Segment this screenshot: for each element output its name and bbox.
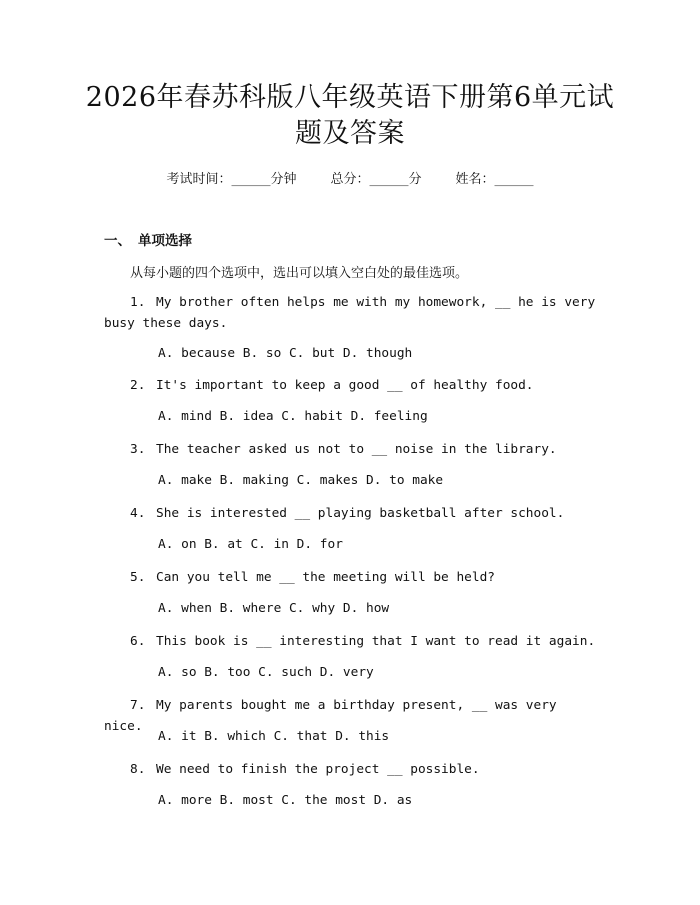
question-item (104, 439, 598, 460)
question-options: A. so B. too C. such D. very (158, 665, 374, 680)
question-item (104, 375, 598, 396)
question-options: A. more B. most C. the most D. as (158, 793, 413, 808)
question-options: A. it B. which C. that D. this (158, 729, 390, 744)
question-number: 1. (130, 295, 146, 310)
question-number: 3. (130, 442, 146, 457)
question-text: This book is __ interesting that I want to read it again. (156, 634, 596, 649)
question-item (104, 292, 598, 334)
section-heading (104, 229, 192, 249)
question-options: A. on B. at C. in D. for (158, 537, 343, 552)
question-text: My parents bought me a birthday present, __ was very nice. (104, 698, 557, 734)
question-options: A. because B. so C. but D. though (158, 346, 413, 361)
question-text: She is interested __ playing basketball after school. (156, 506, 565, 521)
question-item (104, 503, 598, 524)
question-options: A. make B. making C. makes D. to make (158, 473, 444, 488)
question-item (104, 567, 598, 588)
total-score-field: 总分：______分 (330, 172, 422, 187)
question-number: 2. (130, 378, 146, 393)
section-title: 单项选择 (138, 233, 192, 249)
question-options: A. when B. where C. why D. how (158, 601, 390, 616)
question-text: The teacher asked us not to __ noise in the library. (156, 442, 557, 457)
question-text: Can you tell me __ the meeting will be held? (156, 570, 495, 585)
question-number: 7. (130, 698, 146, 713)
exam-time-field: 考试时间：______分钟 (166, 172, 297, 187)
exam-info-row (0, 168, 700, 187)
question-number: 4. (130, 506, 146, 521)
question-number: 6. (130, 634, 146, 649)
question-text: We need to finish the project __ possible. (156, 762, 480, 777)
question-number: 8. (130, 762, 146, 777)
question-text: It's important to keep a good __ of healthy food. (156, 378, 534, 393)
section-number: 一、 (104, 233, 131, 249)
section-instruction: 从每小题的四个选项中，选出可以填入空白处的最佳选项。 (130, 266, 469, 281)
student-name-field: 姓名：______ (455, 172, 534, 187)
question-item (104, 631, 598, 652)
document-title: 2026年春苏科版八年级英语下册第6单元试题及答案 (85, 82, 615, 149)
question-options: A. mind B. idea C. habit D. feeling (158, 409, 428, 424)
question-text: My brother often helps me with my homework, __ he is very busy these days. (104, 295, 596, 331)
question-number: 5. (130, 570, 146, 585)
question-item (104, 759, 598, 780)
